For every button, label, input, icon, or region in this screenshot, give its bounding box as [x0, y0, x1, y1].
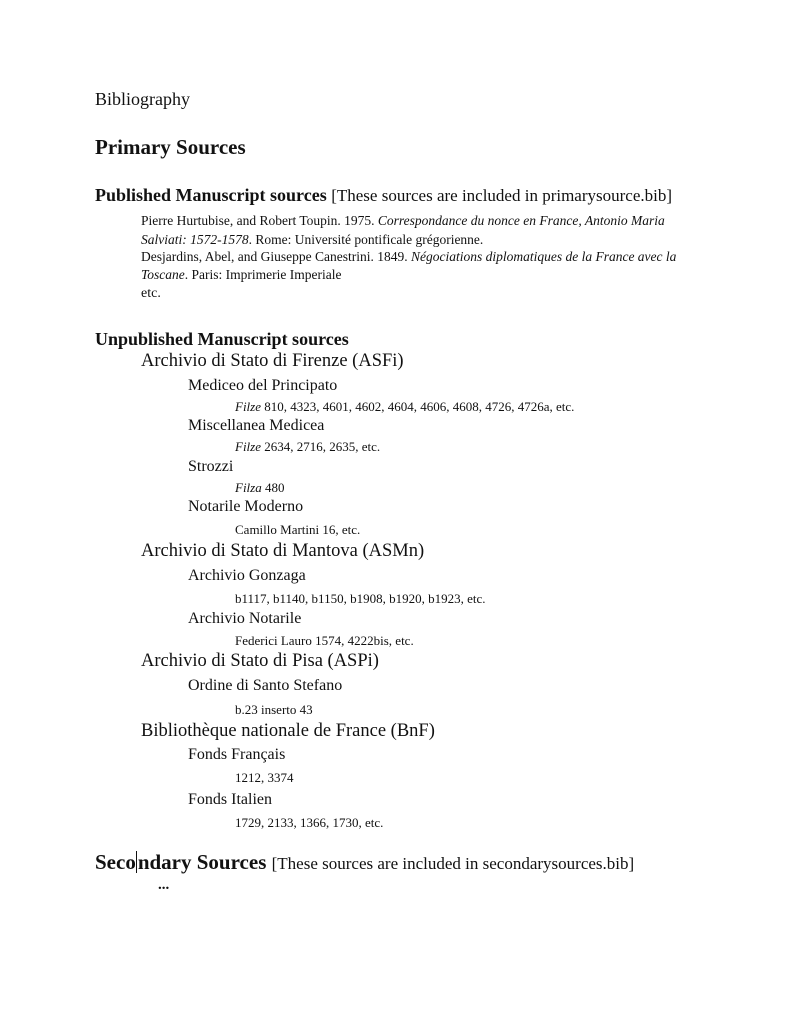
fonds-name: Mediceo del Principato — [188, 377, 338, 394]
secondary-heading-text-end: ndary Sources — [137, 850, 267, 874]
archive-name: Archivio di Stato di Pisa (ASPi) — [141, 651, 379, 671]
items-label: Filze — [235, 399, 261, 414]
fonds-items — [235, 771, 294, 784]
reference-line — [141, 233, 483, 247]
fonds-name: Miscellanea Medicea — [188, 417, 325, 434]
fonds-items — [235, 523, 360, 536]
reference-title: Négociations diplomatiques de la France avec la — [410, 249, 677, 264]
items-list: 2634, 2716, 2635, etc. — [261, 439, 381, 454]
fonds-items — [235, 440, 380, 453]
fonds-name: Archivio Notarile — [188, 610, 302, 627]
secondary-heading-note: [These sources are included in secondarysources.bib] — [271, 854, 635, 873]
reference-line — [141, 250, 676, 264]
reference-title: Salviati: 1572-1578 — [141, 232, 249, 247]
fonds-name: Archivio Gonzaga — [188, 567, 306, 584]
fonds-name: Fonds Italien — [188, 791, 272, 808]
items-list: Federici Lauro 1574, 4222bis, etc. — [235, 633, 414, 648]
items-label: Filza — [235, 480, 262, 495]
fonds-items — [235, 481, 284, 494]
unpublished-sources-heading: Unpublished Manuscript sources — [95, 329, 349, 349]
published-heading-text: Published Manuscript sources — [95, 185, 327, 205]
fonds-name: Fonds Français — [188, 746, 286, 763]
items-list: 810, 4323, 4601, 4602, 4604, 4606, 4608, 4726, 4726a, etc. — [261, 399, 575, 414]
items-list: Camillo Martini 16, etc. — [235, 522, 361, 537]
fonds-items — [235, 592, 485, 605]
fonds-items — [235, 703, 313, 716]
reference-title: Correspondance du nonce en France, Antonio Maria — [377, 213, 665, 228]
items-label: Filze — [235, 439, 261, 454]
items-list: 1729, 2133, 1366, 1730, etc. — [235, 815, 384, 830]
reference-author: Desjardins, Abel, and Giuseppe Canestrini. 1849. — [141, 249, 411, 264]
fonds-name: Strozzi — [188, 458, 234, 475]
secondary-ellipsis: ... — [158, 877, 170, 893]
archive-name: Archivio di Stato di Mantova (ASMn) — [141, 541, 425, 561]
items-list: b.23 inserto 43 — [235, 702, 313, 717]
published-etc: etc. — [141, 286, 161, 301]
reference-publisher: . Rome: Université pontificale grégorienne. — [248, 232, 484, 247]
items-list: b1117, b1140, b1150, b1908, b1920, b1923, etc. — [235, 591, 486, 606]
fonds-items — [235, 634, 414, 647]
published-heading-note: [These sources are included in primarysource.bib] — [331, 186, 673, 205]
reference-title: Toscane — [141, 267, 185, 282]
items-list: 1212, 3374 — [235, 770, 294, 785]
secondary-sources-heading — [95, 851, 634, 873]
reference-line — [141, 268, 341, 282]
archive-name: Archivio di Stato di Firenze (ASFi) — [141, 351, 404, 371]
primary-sources-heading: Primary Sources — [95, 135, 246, 159]
archive-name: Bibliothèque nationale de France (BnF) — [141, 721, 435, 741]
reference-line — [141, 214, 665, 228]
fonds-items — [235, 400, 574, 413]
reference-publisher: . Paris: Imprimerie Imperiale — [184, 267, 342, 282]
items-list: 480 — [261, 480, 285, 495]
fonds-name: Ordine di Santo Stefano — [188, 677, 343, 694]
secondary-heading-text-start: Seco — [95, 850, 136, 874]
document-title: Bibliography — [95, 89, 190, 109]
published-sources-heading — [95, 186, 672, 204]
fonds-name: Notarile Moderno — [188, 498, 304, 515]
reference-author: Pierre Hurtubise, and Robert Toupin. 1975. — [141, 213, 378, 228]
fonds-items — [235, 816, 383, 829]
